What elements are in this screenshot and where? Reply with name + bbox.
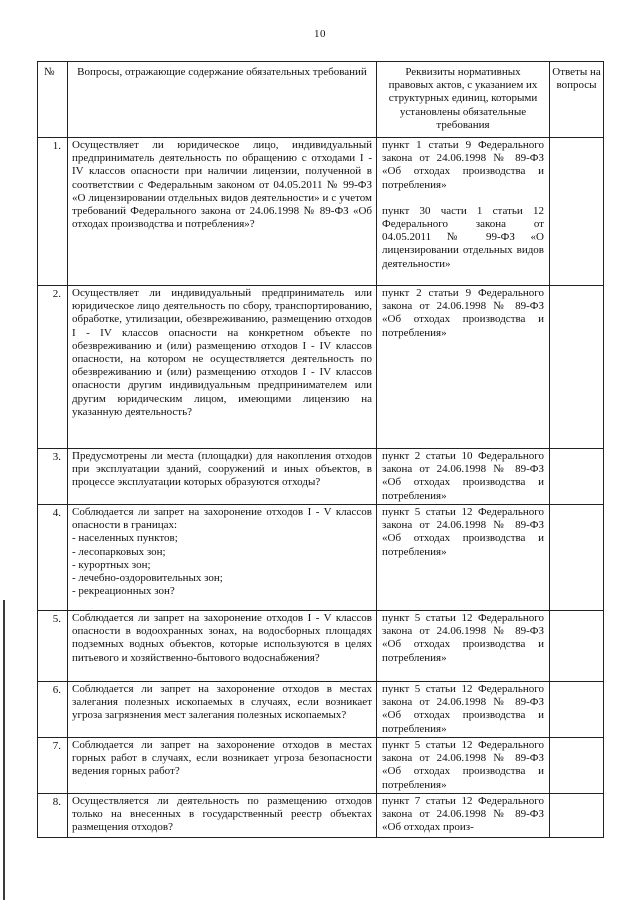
row-question: Соблюдается ли запрет на захоронение отходов I - V классов опасности в водоохранных зонах, на водосборных площадях подземных водных объектов, которые используются в целях питьевого и хозяйственно-бытового водоснабжения?: [68, 611, 377, 682]
header-answer: Ответы на вопросы: [550, 62, 604, 138]
row-reference: пункт 5 статьи 12 Федерального закона от 24.06.1998 № 89-ФЗ «Об отходах производства и потребления»: [377, 682, 550, 738]
answer-cell[interactable]: [550, 738, 604, 794]
row-question: Осуществляет ли юридическое лицо, индивидуальный предприниматель деятельность по обращению с отходами I - IV классов опасности при наличии лицензии, полученной в соответствии с Федеральным законом от 04.05.2011 № 99-ФЗ «О лицензировании отдельных видов деятельности» и с учетом требований Федерального закона от 24.06.1998 № 89-ФЗ «Об отходах производства и потребления»?: [68, 138, 377, 286]
table-row: [38, 138, 604, 286]
table-row: [38, 794, 604, 838]
table-row: [38, 611, 604, 682]
question-list-item: - лечебно-оздоровительных зон;: [72, 571, 223, 584]
reference-text-secondary: пункт 30 части 1 статьи 12 Федерального закона от 04.05.2011 № 99-ФЗ «О лицензировании отдельных видов деятельности»: [382, 204, 544, 270]
row-number: 3.: [38, 449, 68, 505]
table-row: [38, 682, 604, 738]
question-list-item: - курортных зон;: [72, 558, 151, 571]
row-question: Осуществляется ли деятельность по размещению отходов только на внесенных в государственный реестр объектах размещения отходов?: [68, 794, 377, 838]
row-number: 7.: [38, 738, 68, 794]
answer-cell[interactable]: [550, 138, 604, 286]
table-header-row: [38, 62, 604, 138]
row-question: [68, 505, 377, 611]
header-number: №: [38, 62, 68, 138]
reference-text: пункт 1 статьи 9 Федерального закона от 24.06.1998 № 89-ФЗ «Об отходах производства и потребления»: [382, 139, 544, 191]
row-reference: пункт 5 статьи 12 Федерального закона от 24.06.1998 № 89-ФЗ «Об отходах производства и потребления»: [377, 505, 550, 611]
row-reference: пункт 2 статьи 10 Федерального закона от 24.06.1998 № 89-ФЗ «Об отходах производства и потребления»: [377, 449, 550, 505]
question-list-item: - населенных пунктов;: [72, 532, 178, 545]
row-reference: пункт 7 статьи 12 Федерального закона от 24.06.1998 № 89-ФЗ «Об отходах произ-: [377, 794, 550, 838]
table-row: [38, 286, 604, 449]
row-number: 2.: [38, 286, 68, 449]
reference-gap: [382, 192, 544, 205]
requirements-table-wrapper: [37, 61, 603, 838]
question-list-item: - лесопарковых зон;: [72, 545, 166, 558]
row-question: Предусмотрены ли места (площадки) для накопления отходов при эксплуатации зданий, сооружений и иных объектов, в процессе эксплуатации которых образуются отходы?: [68, 449, 377, 505]
table-row: [38, 505, 604, 611]
header-reference: Реквизиты нормативных правовых актов, с указанием их структурных единиц, которыми установлены обязательные требования: [377, 62, 550, 138]
row-reference: пункт 5 статьи 12 Федерального закона от 24.06.1998 № 89-ФЗ «Об отходах производства и потребления»: [377, 611, 550, 682]
row-question: Соблюдается ли запрет на захоронение отходов в местах горных работ в случаях, если возникает угроза безопасности ведения горных работ?: [68, 738, 377, 794]
answer-cell[interactable]: [550, 286, 604, 449]
table-row: [38, 738, 604, 794]
answer-cell[interactable]: [550, 682, 604, 738]
scan-edge-line: [3, 600, 5, 900]
row-number: 4.: [38, 505, 68, 611]
answer-cell[interactable]: [550, 505, 604, 611]
answer-cell[interactable]: [550, 794, 604, 838]
page-number: 10: [314, 28, 326, 40]
question-intro: Соблюдается ли запрет на захоронение отходов I - V классов опасности в границах:: [72, 506, 372, 532]
row-number: 6.: [38, 682, 68, 738]
question-list-item: - рекреационных зон?: [72, 585, 175, 598]
answer-cell[interactable]: [550, 449, 604, 505]
row-number: 1.: [38, 138, 68, 286]
row-reference: [377, 138, 550, 286]
requirements-table: [37, 61, 604, 838]
table-row: [38, 449, 604, 505]
answer-cell[interactable]: [550, 611, 604, 682]
row-number: 5.: [38, 611, 68, 682]
row-question: Соблюдается ли запрет на захоронение отходов в местах залегания полезных ископаемых в случаях, если возникает угроза загрязнения мест залегания полезных ископаемых?: [68, 682, 377, 738]
row-reference: пункт 5 статьи 12 Федерального закона от 24.06.1998 № 89-ФЗ «Об отходах производства и потребления»: [377, 738, 550, 794]
header-question: Вопросы, отражающие содержание обязательных требований: [68, 62, 377, 138]
row-question: Осуществляет ли индивидуальный предприниматель или юридическое лицо деятельность по сбору, транспортированию, обработке, утилизации, обезвреживанию, размещению отходов I - IV классов опасности на конкретном объекте по обезвреживанию и (или) размещению отходов I - IV классов опасности, на котором не осуществляется деятельность по обезвреживанию и (или) размещению отходов I - IV классов опасности другим индивидуальным предпринимателем или другим юридическим лицом, имеющими лицензию на указанную деятельность?: [68, 286, 377, 449]
row-reference: пункт 2 статьи 9 Федерального закона от 24.06.1998 № 89-ФЗ «Об отходах производства и потребления»: [377, 286, 550, 449]
row-number: 8.: [38, 794, 68, 838]
